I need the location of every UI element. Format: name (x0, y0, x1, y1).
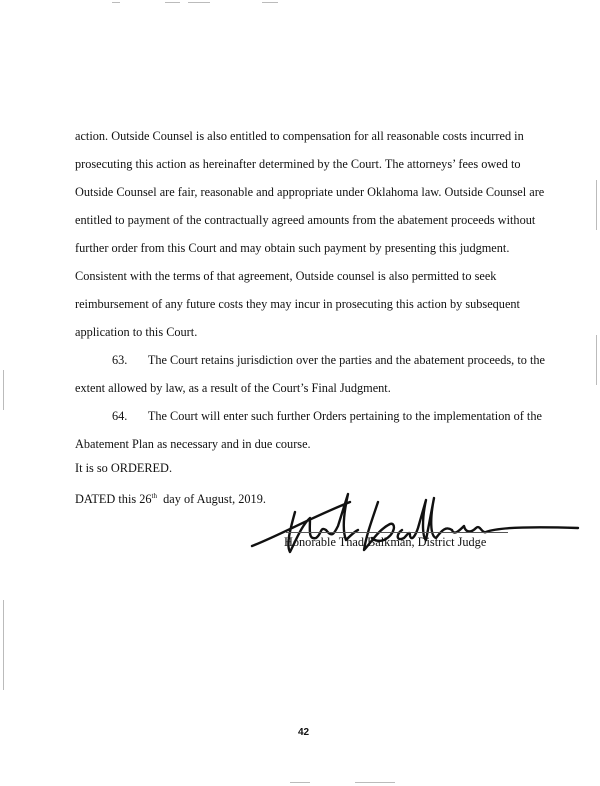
paragraph-64 (112, 409, 542, 423)
body-line: Consistent with the terms of that agreement, Outside counsel is also permitted to seek (75, 269, 497, 283)
dated-line (75, 489, 266, 506)
signature-line (286, 532, 508, 533)
body-line: reimbursement of any future costs they may incur in prosecuting this action by subsequent (75, 297, 520, 311)
body-line: Abatement Plan as necessary and in due course. (75, 437, 311, 451)
scan-artifact (596, 335, 597, 385)
scan-artifact (188, 2, 210, 3)
dated-suffix: day of August, 2019. (156, 492, 266, 506)
paragraph-63 (112, 353, 545, 367)
body-line: application to this Court. (75, 325, 198, 339)
scan-artifact (3, 370, 4, 410)
scan-artifact (112, 2, 120, 3)
ordered-line: It is so ORDERED. (75, 461, 173, 475)
body-line: action. Outside Counsel is also entitled to compensation for all reasonable costs incurred in (75, 129, 524, 143)
paragraph-text: The Court will enter such further Orders pertaining to the implementation of the (147, 409, 542, 423)
scan-artifact (355, 782, 395, 783)
body-line: prosecuting this action as hereinafter determined by the Court. The attorneys’ fees owed to (75, 157, 521, 171)
dated-prefix: DATED this 26 (75, 492, 152, 506)
scan-artifact (290, 782, 310, 783)
scan-artifact (596, 180, 597, 230)
paragraph-number: 64. (112, 409, 128, 423)
body-line: extent allowed by law, as a result of the Court’s Final Judgment. (75, 381, 391, 395)
paragraph-text: The Court retains jurisdiction over the parties and the abatement proceeds, to the (147, 353, 545, 367)
ordinal-suffix: th (151, 492, 157, 500)
page-number: 42 (298, 727, 310, 738)
scan-artifact (3, 600, 4, 690)
scan-artifact (165, 2, 180, 3)
body-line: further order from this Court and may obtain such payment by presenting this judgment. (75, 241, 510, 255)
paragraph-number: 63. (112, 353, 128, 367)
scan-artifact (262, 2, 278, 3)
signer-name: Honorable Thad Balkman, District Judge (284, 535, 487, 549)
body-line: Outside Counsel are fair, reasonable and appropriate under Oklahoma law. Outside Counsel are (75, 185, 545, 199)
body-line: entitled to payment of the contractually agreed amounts from the abatement proceeds without (75, 213, 536, 227)
